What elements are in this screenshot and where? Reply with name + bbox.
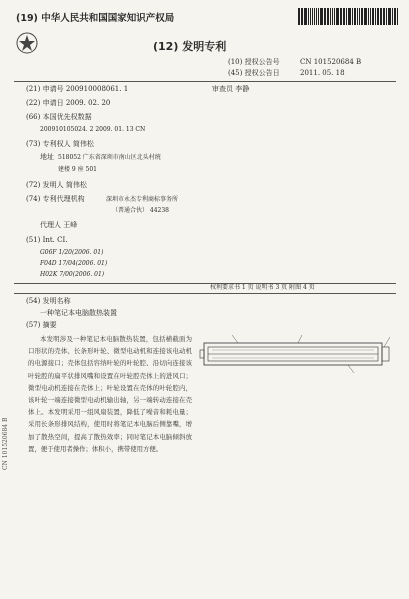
barcode-bar xyxy=(388,8,389,25)
section-rule-2 xyxy=(14,293,396,294)
agency-label: (74) 专利代理机构 xyxy=(26,195,85,203)
barcode-bar xyxy=(370,8,371,25)
abstract-figure xyxy=(198,331,394,379)
header-rule xyxy=(14,81,396,82)
examiner: 审查员 李静 xyxy=(212,85,250,93)
barcode-bar xyxy=(349,8,351,25)
ipc-code: G06F 1/20(2006. 01) xyxy=(40,249,104,256)
pub-no: CN 101520684 B xyxy=(300,58,362,66)
office-name: (19) 中华人民共和国国家知识产权局 xyxy=(16,13,175,24)
pub-no-label: (10) 授权公告号 xyxy=(228,58,280,66)
abstract-label: (57) 摘要 xyxy=(26,321,57,329)
barcode-bar xyxy=(354,8,356,25)
barcode-bar xyxy=(308,8,309,25)
section-rule xyxy=(14,283,396,284)
agent: 代理人 王峰 xyxy=(40,221,78,229)
barcode-bar xyxy=(397,8,398,25)
barcode-bar xyxy=(361,8,363,25)
cnipa-logo-icon xyxy=(16,32,38,54)
agency-line-2: （普通合伙） 44238 xyxy=(112,207,169,214)
barcode-bar xyxy=(346,8,347,25)
ipc-code: F04D 17/04(2006. 01) xyxy=(40,260,108,267)
address-label: 地址 xyxy=(40,153,54,161)
barcode-bar xyxy=(312,8,313,25)
ipc-code: H02K 7/00(2006. 01) xyxy=(40,271,105,278)
barcode-bar xyxy=(348,8,349,25)
barcode-bar xyxy=(318,8,319,25)
barcode-bar xyxy=(332,8,333,25)
priority-title: (66) 本国优先权数据 xyxy=(26,113,92,121)
invention-title: 一种笔记本电脑散热装置 xyxy=(40,309,117,317)
barcode-bar xyxy=(359,8,360,25)
doc-type: (12) 发明专利 xyxy=(153,40,227,53)
application-number: (21) 申请号 200910008061. 1 xyxy=(26,85,129,93)
barcode-bar xyxy=(320,8,322,25)
barcode-bar xyxy=(364,8,365,25)
barcode-bar xyxy=(310,8,312,25)
pub-date-label: (45) 授权公告日 xyxy=(228,69,280,77)
abstract-text: 本发明涉及一种笔记本电脑散热装置，包括横截面为口形状的壳体、长条形叶轮、微型电动机和连接该电动机的电源接口；壳体包括容纳叶轮的叶轮腔、沿切向连接该叶轮腔的扁平状排风嘴和设置在叶轮腔壳体上的进风口；微型电动机连接在壳体上；叶轮设置在壳体的叶轮腔内，该叶轮一端连接微型电动机输出轴，另一端转动连接在壳体上。本发明采用一组风扇装置，降低了噪音和耗电量；采用长条形排风结构，使用时将笔记本电脑后侧靠嘴，增加了散热空间，提高了散热效率；同时笔记本电脑倾斜放置，便于使用者操作；体积小，携带使用方便。 xyxy=(28,335,192,453)
barcode-bar xyxy=(392,8,393,25)
barcode-bar xyxy=(389,8,391,25)
barcode-bar xyxy=(357,8,358,25)
barcode-bar xyxy=(377,8,379,25)
barcode-bar xyxy=(324,8,325,25)
barcode-bar xyxy=(375,8,376,25)
page-count-info: 权利要求书 1 页 说明书 3 页 附图 4 页 xyxy=(210,284,315,291)
barcode-bar xyxy=(302,8,303,25)
agency-line-1: 深圳市永杰专利商标事务所 xyxy=(106,196,179,203)
ipc-title: (51) Int. CI. xyxy=(26,236,68,244)
barcode-bar xyxy=(325,8,326,25)
barcode-bar xyxy=(380,8,381,25)
patentee: (73) 专利权人 简伟松 xyxy=(26,140,94,148)
address-line-2: 建楼 9 座 501 xyxy=(58,166,97,173)
side-pub-number: CN 101520684 B xyxy=(2,417,9,470)
barcode-bar xyxy=(316,8,318,25)
application-date: (22) 申请日 2009. 02. 20 xyxy=(26,99,111,107)
barcode-bar xyxy=(314,8,315,25)
barcode-bar xyxy=(298,8,300,25)
barcode-bar xyxy=(340,8,341,25)
barcode-bar xyxy=(334,8,336,25)
barcode-bar xyxy=(336,8,338,25)
barcode-bar xyxy=(343,8,345,25)
address-line-1: 518052 广东省深圳市南山区北头村统 xyxy=(58,154,161,161)
barcode-bar xyxy=(372,8,374,25)
barcode-bar xyxy=(394,8,396,25)
barcode-bar xyxy=(383,8,385,25)
barcode-bar xyxy=(301,8,302,25)
barcode-bar xyxy=(381,8,382,25)
barcode-bar xyxy=(386,8,387,25)
pub-date: 2011. 05. 18 xyxy=(300,69,345,77)
barcode-bar xyxy=(330,8,331,25)
barcode-bar xyxy=(327,8,329,25)
inventor: (72) 发明人 简伟松 xyxy=(26,181,87,189)
priority-data: 200910105024. 2 2009. 01. 13 CN xyxy=(40,126,146,133)
barcode-bar xyxy=(352,8,353,25)
barcode-bar xyxy=(365,8,367,25)
title-label: (54) 发明名称 xyxy=(26,297,71,305)
barcode-bar xyxy=(368,8,369,25)
barcode xyxy=(298,8,398,25)
barcode-bar xyxy=(341,8,342,25)
barcode-bar xyxy=(304,8,306,25)
